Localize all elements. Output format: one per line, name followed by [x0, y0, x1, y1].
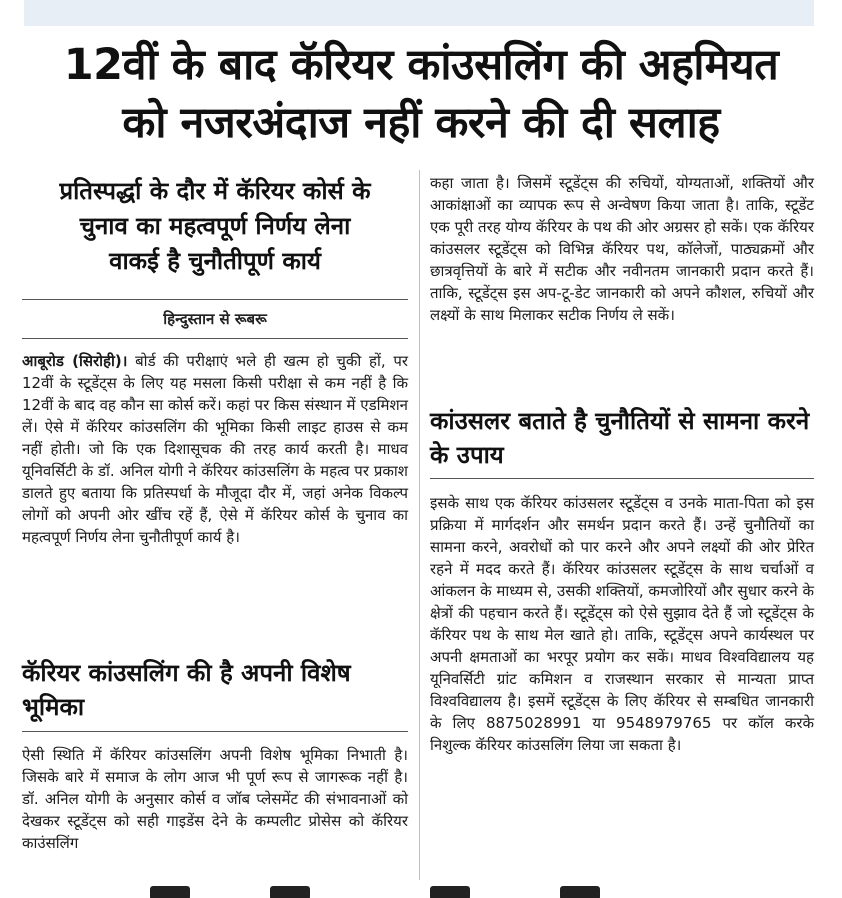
- subheading-2-rule: [430, 478, 814, 479]
- headline-line-1: 12वीं के बाद कॅरियर कांउसलिंग की अहमियत: [63, 40, 779, 90]
- deck-line-1: प्रतिस्पर्द्धा के दौर में कॅरियर कोर्स के: [59, 177, 371, 205]
- paragraph-1: [22, 350, 408, 548]
- byline-rule-bottom: [22, 338, 408, 339]
- paragraph-4: इसके साथ एक कॅरियर कांउसलर स्टूडेंट्स व उनके माता-पिता को इस प्रक्रिया में मार्गदर्शन और समर्थन प्रदान करते हैं। उन्हें चुनौतियों का सामना करने, अवरोधों को पार करने और अपने लक्ष्यों की ओर प्रेरित रहने में मदद करते हैं। कॅरियर कांउसलर स्टूडेंट्स के साथ चर्चाओं व आंकलन के माध्यम से, उसकी शक्तियों, कमजोरियों और सुधार करने के क्षेत्रों की पहचान करते हैं। स्टूडेंट्स को ऐसे सुझाव देते हैं जो स्टूडेंट्स के कॅरियर पथ के साथ मेल खाते हो। ताकि, स्टूडेंट्स अपने कार्यस्थल पर अपनी क्षमताओं का भरपूर प्रयोग कर सकें। माधव विश्वविद्यालय यह यूनिवर्सिटी ग्रांट कमिशन व राजस्थान सरकार से मान्यता प्राप्त विश्वविद्यालय है। इसमें स्टूडेंट्स के लिए कॅरियर से सम्बधित जानकारी के लिए 8875028991 या 9548979765 पर कॉल करके निशुल्क कॅरियर कांउसलिंग लिया जा सकता है।: [430, 494, 814, 754]
- byline: हिन्दुस्तान से रूबरू: [163, 310, 267, 328]
- headline-line-2: को नजरअंदाज नहीं करने की दी सलाह: [122, 98, 720, 148]
- subheading-1: कॅरियर कांउसलिंग की है अपनी विशेष भूमिका: [22, 659, 351, 721]
- deck-line-2: चुनाव का महत्वपूर्ण निर्णय लेना: [79, 212, 351, 240]
- subheading-2: कांउसलर बताते है चुनौतियों से सामना करने के उपाय: [430, 407, 810, 469]
- column-divider: [419, 170, 420, 880]
- next-article-cutoff: [0, 884, 842, 898]
- page-top-band: [24, 0, 814, 26]
- deck-line-3: वाकई है चुनौतीपूर्ण कार्य: [109, 247, 321, 275]
- deck-headline: [22, 174, 408, 279]
- paragraph-1-text: बोर्ड की परीक्षाएं भले ही खत्म हो चुकी हों, पर 12वीं के स्टूडेंट्स के लिए यह मसला किसी परीक्षा से कम नहीं है कि 12वीं के बाद वह कौन सा कोर्स करें। कहां पर किस संस्थान में एडमिशन लें। ऐसे में कॅरियर कांउसलिंग की भूमिका किसी लाइट हाउस से कम नहीं होती। जो कि एक दिशासूचक की तरह कार्य करती है। माधव यूनिवर्सिटी के डॉ. अनिल योगी ने कॅरियर कांउसलिंग के महत्व पर प्रकाश डालते हुए बताया कि प्रतिस्पर्धा के मौजूदा दौर में, जहां अनेक विकल्प लोगों को अपनी ओर खींच रहें हैं, ऐसे में कॅरियर कोर्स के चुनाव का महत्वपूर्ण निर्णय लेना चुनौतीपूर्ण कार्य है।: [22, 352, 408, 546]
- paragraph-3: कहा जाता है। जिसमें स्टूडेंट्स की रुचियों, योग्यताओं, शक्तियों और आकांक्षाओं का व्यापक रूप से अन्वेषण किया जाता है। ताकि, स्टूडेंट एक पूरी तरह योग्य कॅरियर के पथ की ओर अग्रसर हो सकें। एक कॅरियर कांउसलर स्टूडेंट्स को विभिन्न कॅरियर पथ, कॉलेजों, पाठ्यक्रमों और छात्रवृत्तियों के बारे में सटीक और नवीनतम जानकारी प्रदान करते हैं। ताकि, स्टूडेंट्स इस अप-टू-डेट जानकारी को अपने कौशल, रुचियों और लक्ष्यों के साथ मिलाकर सटीक निर्णय ले सकें।: [430, 174, 814, 324]
- byline-rule-top: [22, 299, 408, 300]
- dateline: आबूरोड (सिरोही)।: [22, 352, 128, 370]
- subheading-1-rule: [22, 731, 408, 732]
- paragraph-2: ऐसी स्थिति में कॅरियर कांउसलिंग अपनी विशेष भूमिका निभाती है। जिसके बारे में समाज के लोग आज भी पूर्ण रूप से जागरूक नहीं है। डॉ. अनिल योगी के अनुसार कोर्स व जॉब प्लेसमेंट की संभावनाओं को देखकर स्टूडेंट्स को सही गाइडेंस देने के कम्पलीट प्रोसेस को कॅरियर काउंसलिंग: [22, 746, 408, 852]
